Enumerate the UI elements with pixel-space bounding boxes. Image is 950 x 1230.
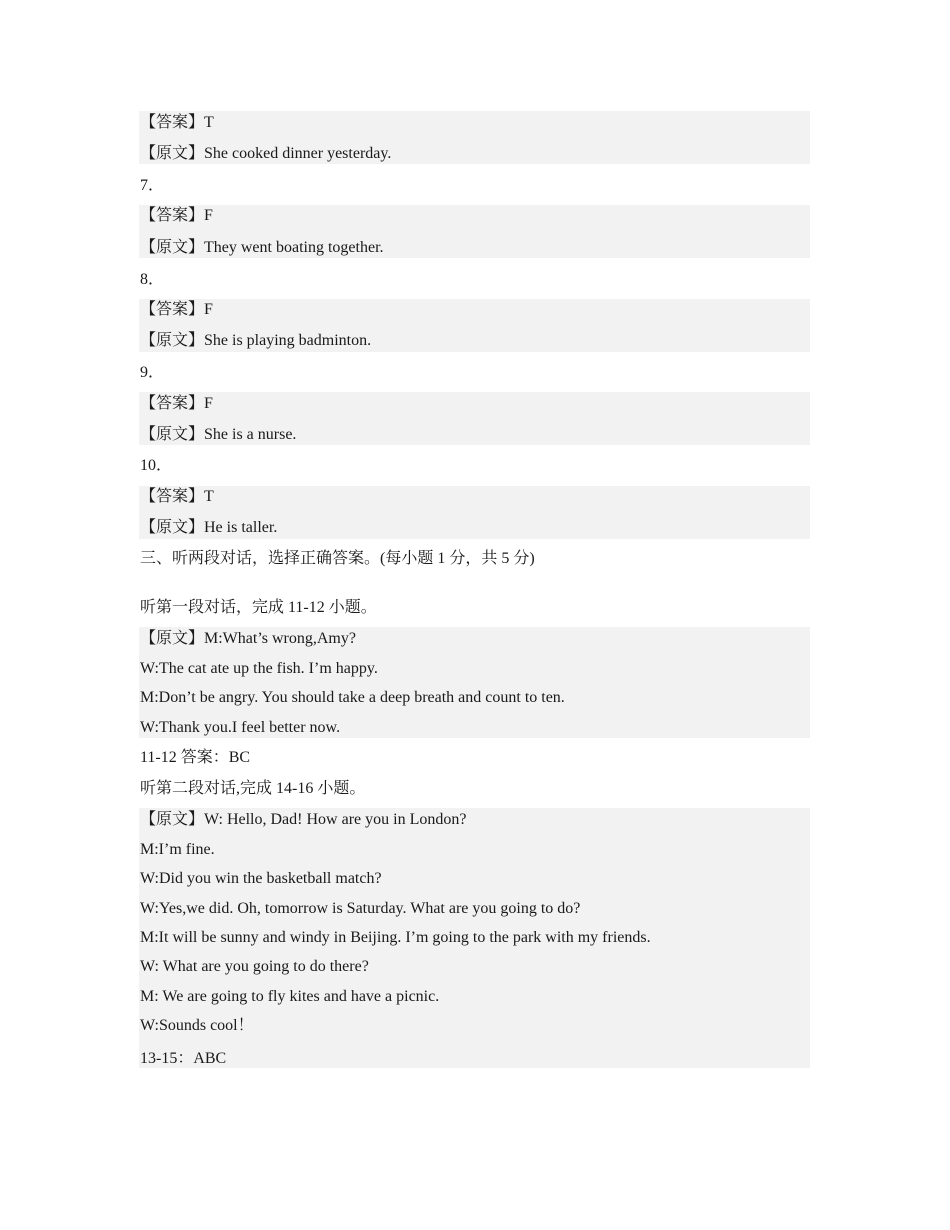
transcript-line: M:Don’t be angry. You should take a deep breath and count to ten. bbox=[140, 689, 565, 706]
answer-line: 【答案】F bbox=[140, 395, 213, 412]
dialogue-instruction: 听第二段对话,完成 14-16 小题。 bbox=[140, 780, 366, 797]
transcript-line: M: We are going to fly kites and have a picnic. bbox=[140, 988, 440, 1005]
answer-line: 13-15：ABC bbox=[140, 1050, 227, 1067]
section-heading: 三、听两段对话，选择正确答案。(每小题 1 分，共 5 分) bbox=[140, 550, 535, 567]
transcript-line: W:Did you win the basketball match? bbox=[140, 870, 382, 887]
transcript-line: W:Thank you.I feel better now. bbox=[140, 719, 341, 736]
dialogue-instruction: 听第一段对话，完成 11-12 小题。 bbox=[140, 599, 377, 616]
answer-line: 【答案】F bbox=[140, 301, 213, 318]
transcript-line: M:It will be sunny and windy in Beijing. I’m going to the park with my friends. bbox=[140, 929, 651, 946]
transcript-line: M:I’m fine. bbox=[140, 841, 215, 858]
transcript-line: W:The cat ate up the fish. I’m happy. bbox=[140, 660, 378, 677]
answer-line: 【答案】T bbox=[140, 488, 214, 505]
question-number: 9． bbox=[140, 364, 165, 381]
transcript-line: W:Yes,we did. Oh, tomorrow is Saturday. What are you going to do? bbox=[140, 900, 581, 917]
transcript-line: 【原文】He is taller. bbox=[140, 519, 278, 536]
answer-line: 【答案】F bbox=[140, 207, 213, 224]
answer-line: 11-12 答案：BC bbox=[140, 749, 251, 766]
transcript-line: W:Sounds cool！ bbox=[140, 1017, 254, 1034]
question-number: 8． bbox=[140, 271, 165, 288]
question-number: 10． bbox=[140, 457, 173, 474]
transcript-line: 【原文】They went boating together. bbox=[140, 239, 384, 256]
transcript-line: 【原文】She is a nurse. bbox=[140, 426, 297, 443]
transcript-line: 【原文】She is playing badminton. bbox=[140, 332, 372, 349]
question-number: 7． bbox=[140, 177, 165, 194]
transcript-line: 【原文】W: Hello, Dad! How are you in London? bbox=[140, 811, 467, 828]
transcript-line: 【原文】M:What’s wrong,Amy? bbox=[140, 630, 356, 647]
transcript-line: W: What are you going to do there? bbox=[140, 958, 369, 975]
answer-line: 【答案】T bbox=[140, 114, 214, 131]
transcript-line: 【原文】She cooked dinner yesterday. bbox=[140, 145, 392, 162]
